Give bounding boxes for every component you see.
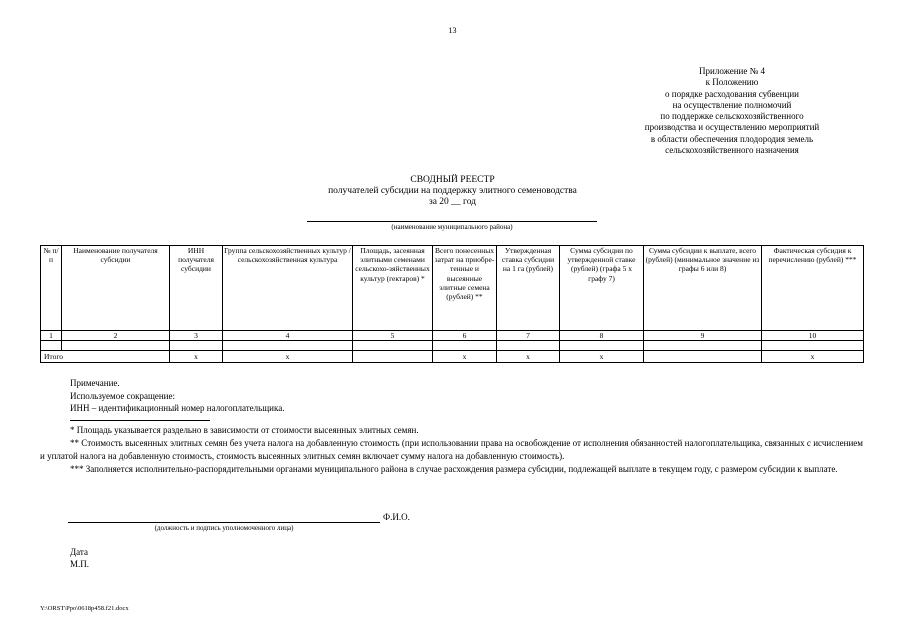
total-cell: x (170, 351, 223, 363)
page-number: 13 (448, 26, 457, 35)
district-caption: (наименование муниципального района) (391, 223, 513, 231)
col-header-area: Площадь, засеянная элитными семенами сельскохо-зяйственных культур (гектаров) * (353, 246, 433, 331)
col-header-subsidy-by-rate: Сумма субсидии по утвержденной ставке (рублей) (графа 5 х графу 7) (560, 246, 644, 331)
table-cell (433, 341, 497, 351)
table-cell (762, 341, 864, 351)
table-cell (41, 341, 62, 351)
column-number: 8 (560, 331, 644, 341)
signature-fio: Ф.И.О. (383, 512, 410, 522)
col-header-recipient-name: Наименование получателя субсидии (62, 246, 170, 331)
title-line-3: за 20 __ год (428, 197, 477, 207)
total-cell (644, 351, 762, 363)
column-number: 10 (762, 331, 864, 341)
footnote-3: *** Заполняется исполнительно-распорядительными органами муниципального района в случае расхождения размера субсидии, подлежащей выплате в текущем году, с размером субсидии к выплате. (70, 464, 838, 475)
total-cell: x (497, 351, 560, 363)
district-blank-line (307, 221, 597, 222)
column-number: 4 (223, 331, 353, 341)
footnote-separator (70, 420, 210, 421)
total-cell: x (560, 351, 644, 363)
signature-line (68, 522, 380, 523)
file-path: Y:\ORST\Ppo\0618p458.f21.docx (40, 605, 129, 612)
table-cell (497, 341, 560, 351)
column-number: 2 (62, 331, 170, 341)
appendix-line: к Положению (705, 77, 759, 88)
table-cell (353, 341, 433, 351)
registry-table (40, 245, 864, 363)
signature-caption: (должность и подпись уполномоченного лица) (154, 524, 294, 532)
title-line-1: СВОДНЫЙ РЕЕСТР (410, 175, 495, 185)
column-number: 7 (497, 331, 560, 341)
table-cell (62, 341, 170, 351)
total-cell (353, 351, 433, 363)
note-abbrev-heading: Используемое сокращение: (70, 390, 175, 401)
notes-block (70, 377, 284, 415)
table-cell (223, 341, 353, 351)
total-cell: x (223, 351, 353, 363)
document-title (0, 175, 905, 208)
table-row-total (41, 351, 864, 363)
col-header-rate: Утвержденная ставка субсидии на 1 га (рублей) (497, 246, 560, 331)
appendix-line: производства и осуществлению мероприятий (644, 122, 820, 133)
appendix-line: по поддержке сельскохозяйственного (660, 111, 804, 122)
col-header-inn: ИНН получателя субсидии (170, 246, 223, 331)
table-cell (644, 341, 762, 351)
col-header-actual-subsidy: Фактическая субсидия к перечислению (рублей) *** (762, 246, 864, 331)
footnotes-block (40, 424, 863, 477)
col-header-costs: Всего понесенных затрат на приобре-тенные и высеянные элитные семена (рублей) ** (433, 246, 497, 331)
appendix-line: о порядке расходования субвенции (665, 88, 799, 99)
column-number: 6 (433, 331, 497, 341)
total-cell: x (433, 351, 497, 363)
table-row-column-numbers (41, 331, 864, 341)
appendix-line: на осуществление полномочий (672, 99, 792, 110)
table-header-row (41, 246, 864, 331)
note-inn-definition: ИНН – идентификационный номер налогоплательщика. (70, 403, 285, 413)
column-number: 1 (41, 331, 62, 341)
total-label: Итого (41, 351, 170, 363)
table-cell (560, 341, 644, 351)
table-row-empty (41, 341, 864, 351)
date-label: Дата (70, 547, 88, 557)
appendix-header (607, 66, 857, 156)
title-line-2: получателей субсидии на поддержку элитного семеноводства (328, 186, 577, 196)
stamp-label: М.П. (70, 559, 90, 569)
col-header-number: № п/п (41, 246, 62, 331)
footnote-1: * Площадь указывается раздельно в зависимости от стоимости высеянных элитных семян. (70, 425, 419, 435)
col-header-subsidy-to-pay: Сумма субсидии к выплате, всего (рублей) (минимальное значение из графы 6 или 8) (644, 246, 762, 331)
appendix-line: в области обеспечения плодородия земель (650, 133, 814, 144)
column-number: 3 (170, 331, 223, 341)
column-number: 5 (353, 331, 433, 341)
footnote-2: ** Стоимость высеянных элитных семян без учета налога на добавленную стоимость (при использовании права на освобождение от исполнения обязанностей налогоплательщика, связанных с исчислением и уплатой налога на добавленную стоимость, стоимость высеянных элитных семян включает сумму налога на добавленную стоимость). (40, 438, 863, 461)
table-cell (170, 341, 223, 351)
appendix-line: Приложение № 4 (699, 66, 765, 76)
total-cell: x (762, 351, 864, 363)
column-number: 9 (644, 331, 762, 341)
appendix-line: сельскохозяйственного назначения (665, 145, 799, 156)
date-stamp-block (70, 546, 89, 570)
note-heading: Примечание. (70, 378, 120, 388)
col-header-crop-group: Группа сельскохозяйственных культур / сельскохозяйственная культура (223, 246, 353, 331)
